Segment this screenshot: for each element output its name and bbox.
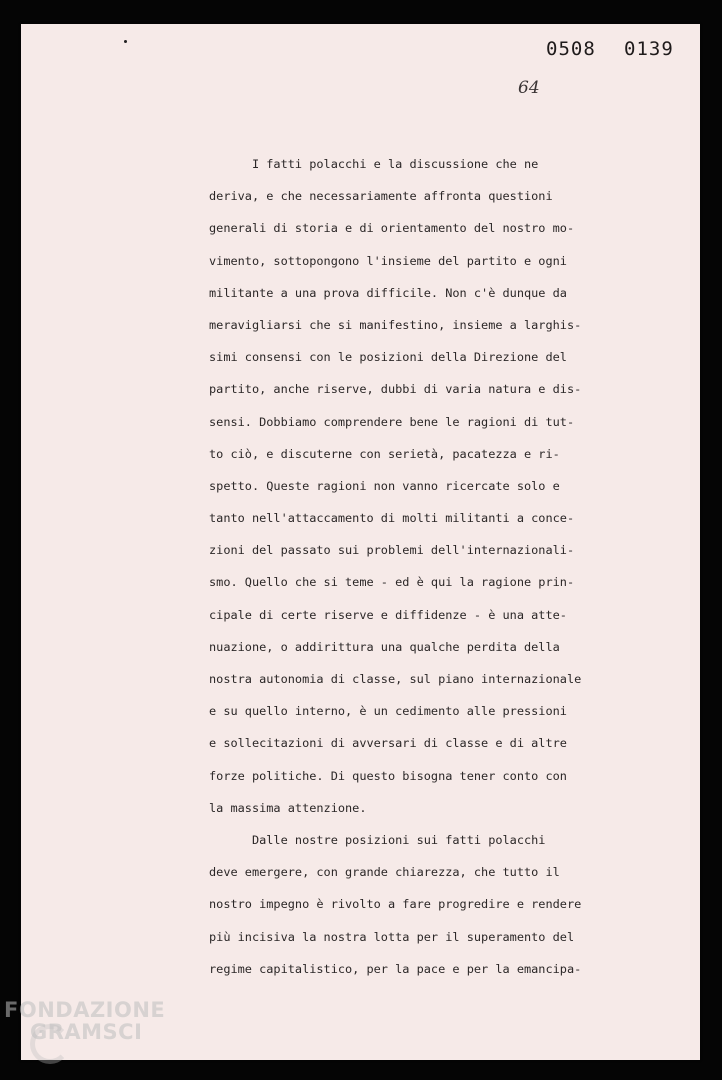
text-line: to ciò, e discuterne con serietà, pacatezza e ri- [209,446,560,461]
text-line: Dalle nostre posizioni sui fatti polacchi [209,832,546,847]
text-line: più incisiva la nostra lotta per il superamento del [209,929,575,944]
text-line: simi consensi con le posizioni della Direzione del [209,350,567,365]
text-line: meravigliarsi che si manifestino, insieme a larghis- [209,317,582,332]
text-line: nostra autonomia di classe, sul piano internazionale [209,672,582,686]
text-line: zioni del passato sui problemi dell'internazionali- [209,543,575,558]
text-line: la massima attenzione. [209,800,367,815]
text-line: I fatti polacchi e la discussione che ne [209,157,539,171]
text-line: cipale di certe riserve e diffidenze - è una atte- [209,607,567,622]
text-line: forze politiche. Di questo bisogna tener conto con [209,768,567,783]
text-line: vimento, sottopongono l'insieme del partito e ogni [209,253,567,268]
text-line: spetto. Queste ragioni non vanno ricercate solo e [209,478,560,493]
text-line: regime capitalistico, per la pace e per la emancipa- [209,961,582,976]
text-line: deriva, e che necessariamente affronta questioni [209,189,553,204]
watermark-logo [4,1000,165,1043]
text-line: smo. Quello che si teme - ed è qui la ragione prin- [209,575,575,590]
paragraph-1 [209,148,582,824]
text-line: sensi. Dobbiamo comprendere bene le ragioni di tut- [209,414,575,429]
text-line: nuazione, o addirittura una qualche perdita della [209,639,560,654]
text-line: tanto nell'attaccamento di molti militanti a conce- [209,511,575,526]
archive-stamp-left: 0508 [546,38,596,60]
document-page [21,24,700,1060]
text-line: generali di storia e di orientamento del nostro mo- [209,221,575,236]
text-line: partito, anche riserve, dubbi di varia natura e dis- [209,382,582,397]
text-line: militante a una prova difficile. Non c'è dunque da [209,285,567,300]
text-line: deve emergere, con grande chiarezza, che tutto il [209,865,560,880]
body-text [209,148,582,985]
paragraph-2 [209,824,582,985]
text-line: e sollecitazioni di avversari di classe e di altre [209,736,567,751]
ink-speck [124,40,127,43]
watermark-line-1: FONDAZIONE [4,998,166,1022]
archive-stamp-right: 0139 [624,38,674,60]
handwritten-page-number: 64 [518,78,540,98]
watermark-line-2: GRAMSCI [30,1020,143,1044]
text-line: nostro impegno è rivolto a fare progredire e rendere [209,897,582,912]
text-line: e su quello interno, è un cedimento alle pressioni [209,704,567,719]
